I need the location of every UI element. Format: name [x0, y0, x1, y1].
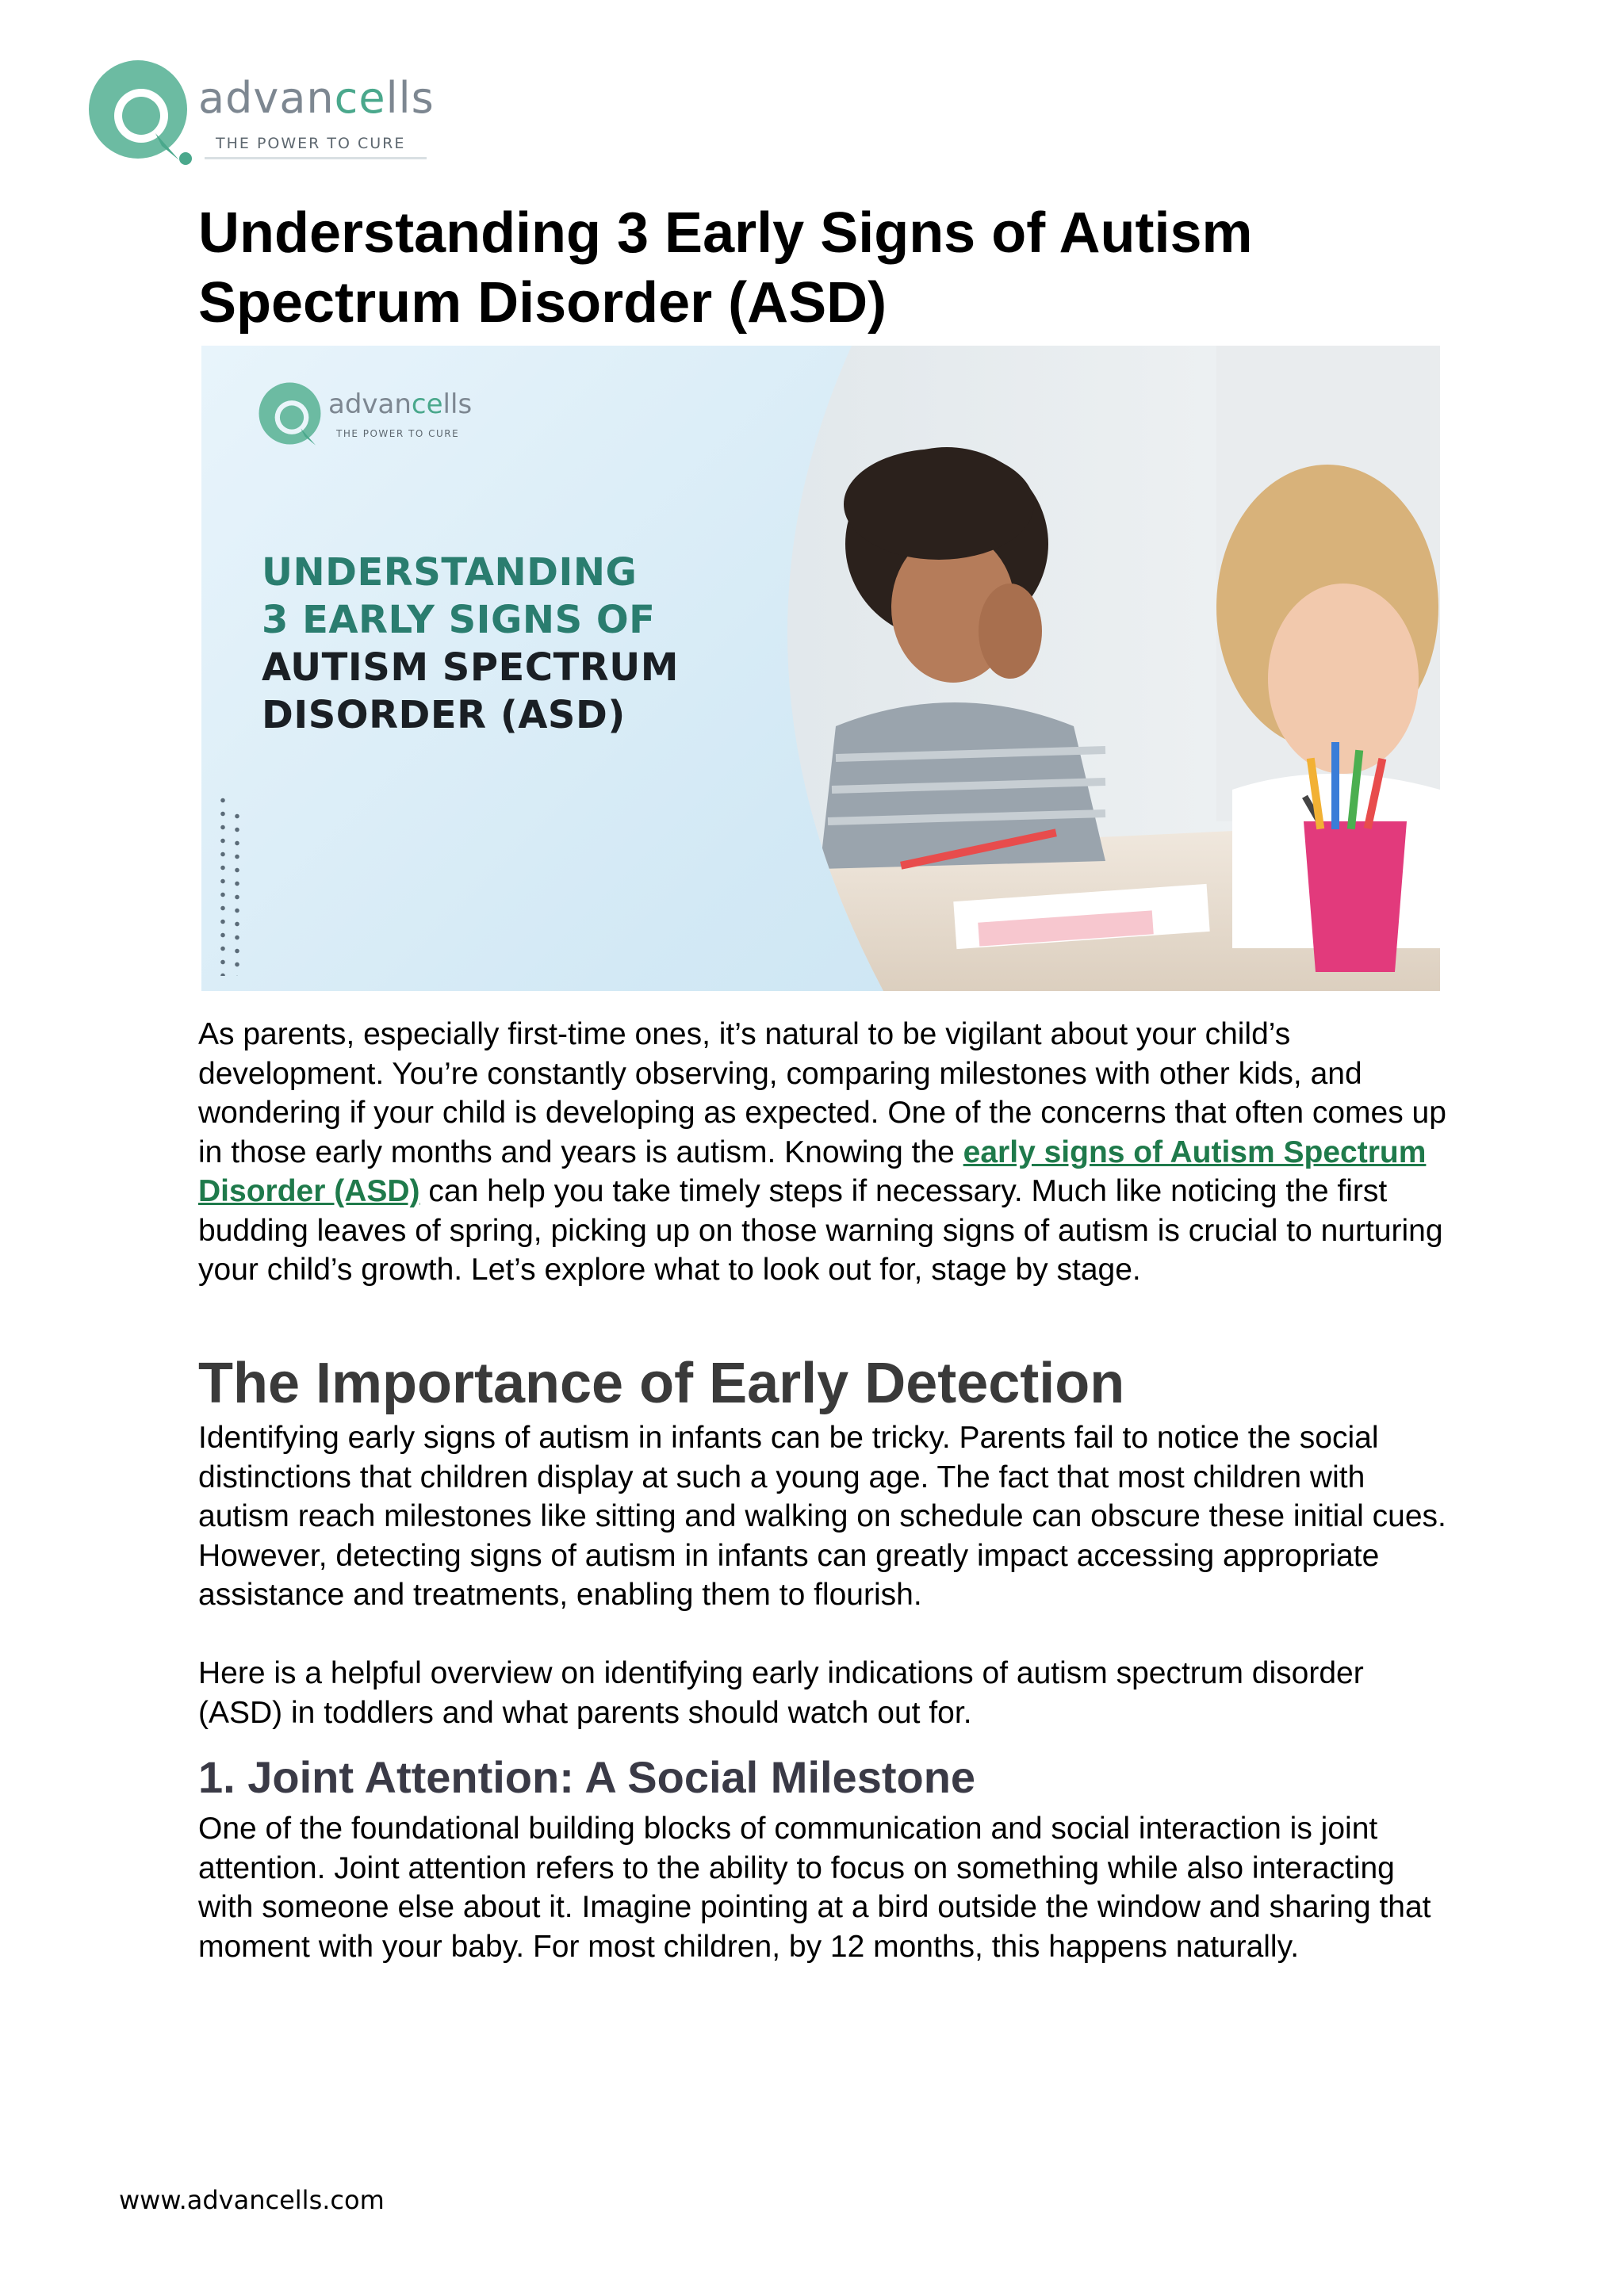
hero-logo-mark-icon [257, 381, 327, 450]
early-detection-paragraph: Identifying early signs of autism in infants can be tricky. Parents fail to notice the social distinctions that children display at such a young age. The fact that most children with autism reach milestones like sitting and walking on schedule can obscure these initial cues. However, detecting signs of autism in infants can greatly impact accessing appropriate assistance and treatments, enabling them to flourish. [198, 1421, 1446, 1612]
hero-heading-line: 3 EARLY SIGNS OF [262, 598, 656, 642]
section-heading-joint-attention: 1. Joint Attention: A Social Milestone [198, 1752, 976, 1802]
hero-heading-line: UNDERSTANDING [262, 550, 638, 595]
logo-tagline: THE POWER TO CURE [216, 135, 406, 152]
overview-paragraph: Here is a helpful overview on identifying early indications of autism spectrum disorder (ASD) in toddlers and what parents should watch out for. [198, 1656, 1364, 1730]
advancells-logo [86, 57, 435, 168]
page-title: Understanding 3 Early Signs of Autism Spectrum Disorder (ASD) [198, 201, 1253, 335]
joint-attention-paragraph: One of the foundational building blocks of communication and social interaction is joint attention. Joint attention refers to the ability to focus on something while also interacting with someone else about it. Imagine pointing at a bird outside the window and sharing that moment with your baby. For most children, by 12 months, this happens naturally. [198, 1812, 1431, 1964]
section-heading-early-detection: The Importance of Early Detection [198, 1352, 1125, 1415]
logo-divider [205, 157, 427, 159]
hero-banner-image [201, 346, 1440, 991]
logo-wordmark: advancells [198, 73, 435, 123]
decorative-dots [217, 794, 228, 976]
hero-heading-line: DISORDER (ASD) [262, 693, 626, 737]
asd-early-signs-link[interactable]: early signs of Autism Spectrum Disorder (ASD) [198, 1135, 1427, 1208]
hero-logo-wordmark: advancells [328, 388, 473, 420]
intro-paragraph: As parents, especially first-time ones, it’s natural to be vigilant about your child’s development. You’re constantly observing, comparing milestones with other kids, and wondering if your child is developing as expected. One of the concerns that often comes up in those early months and years is autism. Knowing the early signs of Autism Spectrum Disorder (ASD) can help you take timely steps if necessary. Much like noticing the first budding leaves of spring, picking up on those warning signs of autism is crucial to nurturing your child’s growth. Let’s explore what to look out for, stage by stage. [198, 1017, 1446, 1287]
footer-website-url: www.advancells.com [119, 2185, 385, 2215]
hero-advancells-logo [257, 381, 495, 452]
advancells-logo-mark-icon [86, 57, 197, 168]
hero-heading [262, 549, 753, 739]
hero-logo-tagline: THE POWER TO CURE [336, 428, 460, 439]
hero-heading-line: AUTISM SPECTRUM [262, 645, 680, 690]
decorative-dots [232, 809, 243, 976]
